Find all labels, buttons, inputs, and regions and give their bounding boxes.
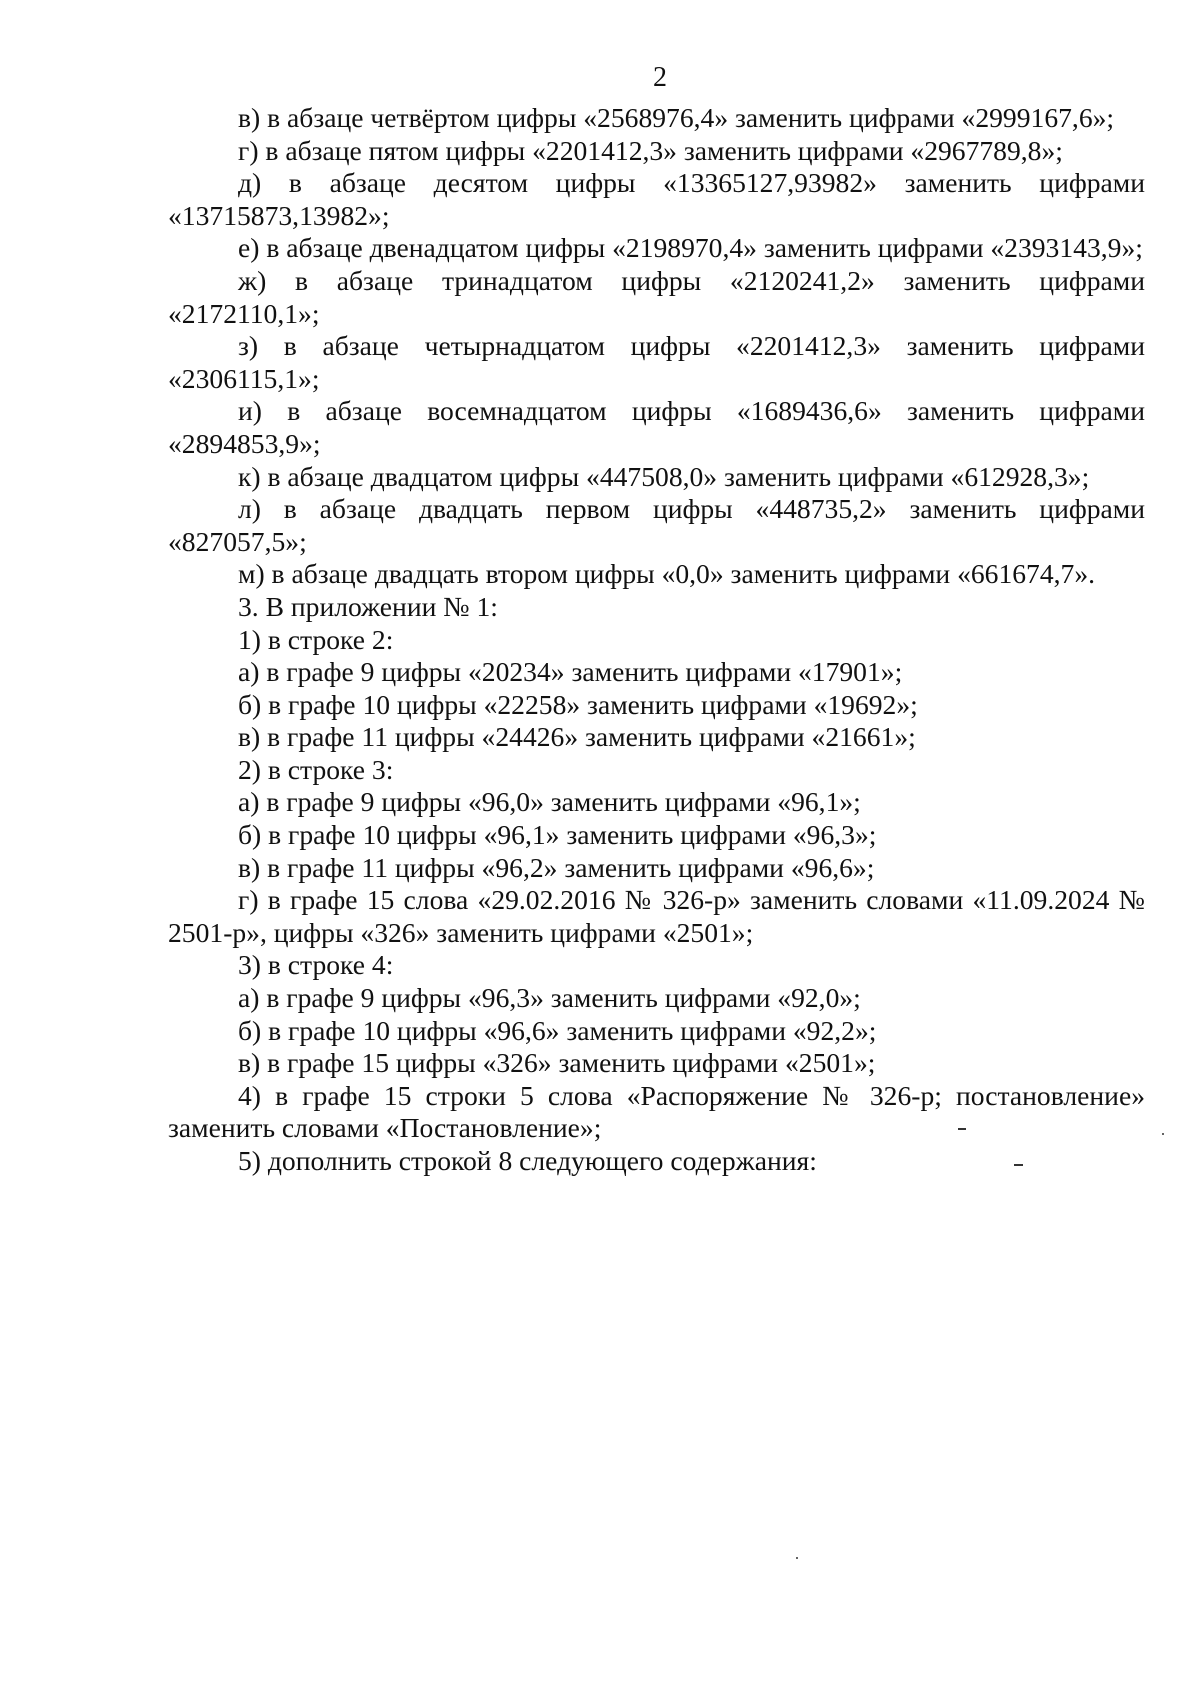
paragraph: 3. В приложении № 1:: [238, 590, 498, 622]
paragraph: з) в абзаце четырнадцатом цифры «2201412,3» заменить цифрами «2306115,1»;: [168, 330, 1145, 394]
paragraph: 1) в строке 2:: [238, 623, 394, 655]
paragraph: е) в абзаце двенадцатом цифры «2198970,4» заменить цифрами «2393143,9»;: [238, 232, 1143, 264]
paragraph: к) в абзаце двадцатом цифры «447508,0» заменить цифрами «612928,3»;: [238, 460, 1090, 492]
paragraph: а) в графе 9 цифры «20234» заменить цифрами «17901»;: [238, 656, 903, 688]
paragraph: 5) дополнить строкой 8 следующего содержания:: [238, 1145, 817, 1176]
paragraph: л) в абзаце двадцать первом цифры «448735,2» заменить цифрами «827057,5»;: [168, 493, 1145, 557]
paragraph: в) в графе 15 цифры «326» заменить цифрами «2501»;: [238, 1047, 876, 1079]
paragraph: а) в графе 9 цифры «96,0» заменить цифрами «96,1»;: [238, 786, 861, 818]
paragraph: г) в графе 15 слова «29.02.2016 № 326-р» заменить словами «11.09.2024 № 2501-р», цифры «326» заменить цифрами «2501»;: [168, 884, 1145, 948]
scan-speck: [958, 1128, 966, 1130]
paragraph: м) в абзаце двадцать втором цифры «0,0» заменить цифрами «661674,7».: [238, 558, 1096, 590]
paragraph: б) в графе 10 цифры «96,6» заменить цифрами «92,2»;: [238, 1014, 877, 1046]
paragraph: в) в графе 11 цифры «96,2» заменить цифрами «96,6»;: [238, 851, 875, 883]
paragraph: в) в абзаце четвёртом цифры «2568976,4» заменить цифрами «2999167,6»;: [238, 102, 1115, 133]
paragraph: д) в абзаце десятом цифры «13365127,93982» заменить цифрами «13715873,13982»;: [168, 167, 1145, 231]
paragraph: г) в абзаце пятом цифры «2201412,3» заменить цифрами «2967789,8»;: [238, 134, 1063, 166]
paragraph: в) в графе 11 цифры «24426» заменить цифрами «21661»;: [238, 721, 916, 753]
document-body: [168, 102, 1145, 1178]
scan-speck: [796, 1557, 798, 1559]
paragraph: а) в графе 9 цифры «96,3» заменить цифрами «92,0»;: [238, 982, 861, 1014]
paragraph: 2) в строке 3:: [238, 753, 394, 785]
paragraph: и) в абзаце восемнадцатом цифры «1689436,6» заменить цифрами «2894853,9»;: [168, 395, 1145, 459]
paragraph: 4) в графе 15 строки 5 слова «Распоряжение № 326-р; постановление» заменить словами «Постановление»;: [168, 1079, 1145, 1144]
paragraph: ж) в абзаце тринадцатом цифры «2120241,2» заменить цифрами «2172110,1»;: [168, 264, 1145, 329]
paragraph: б) в графе 10 цифры «22258» заменить цифрами «19692»;: [238, 688, 918, 720]
scan-speck: [1162, 1133, 1164, 1135]
scan-speck: [1014, 1164, 1023, 1166]
paragraph: 3) в строке 4:: [238, 949, 394, 981]
page-number: 2: [653, 62, 667, 93]
paragraph: б) в графе 10 цифры «96,1» заменить цифрами «96,3»;: [238, 819, 877, 851]
